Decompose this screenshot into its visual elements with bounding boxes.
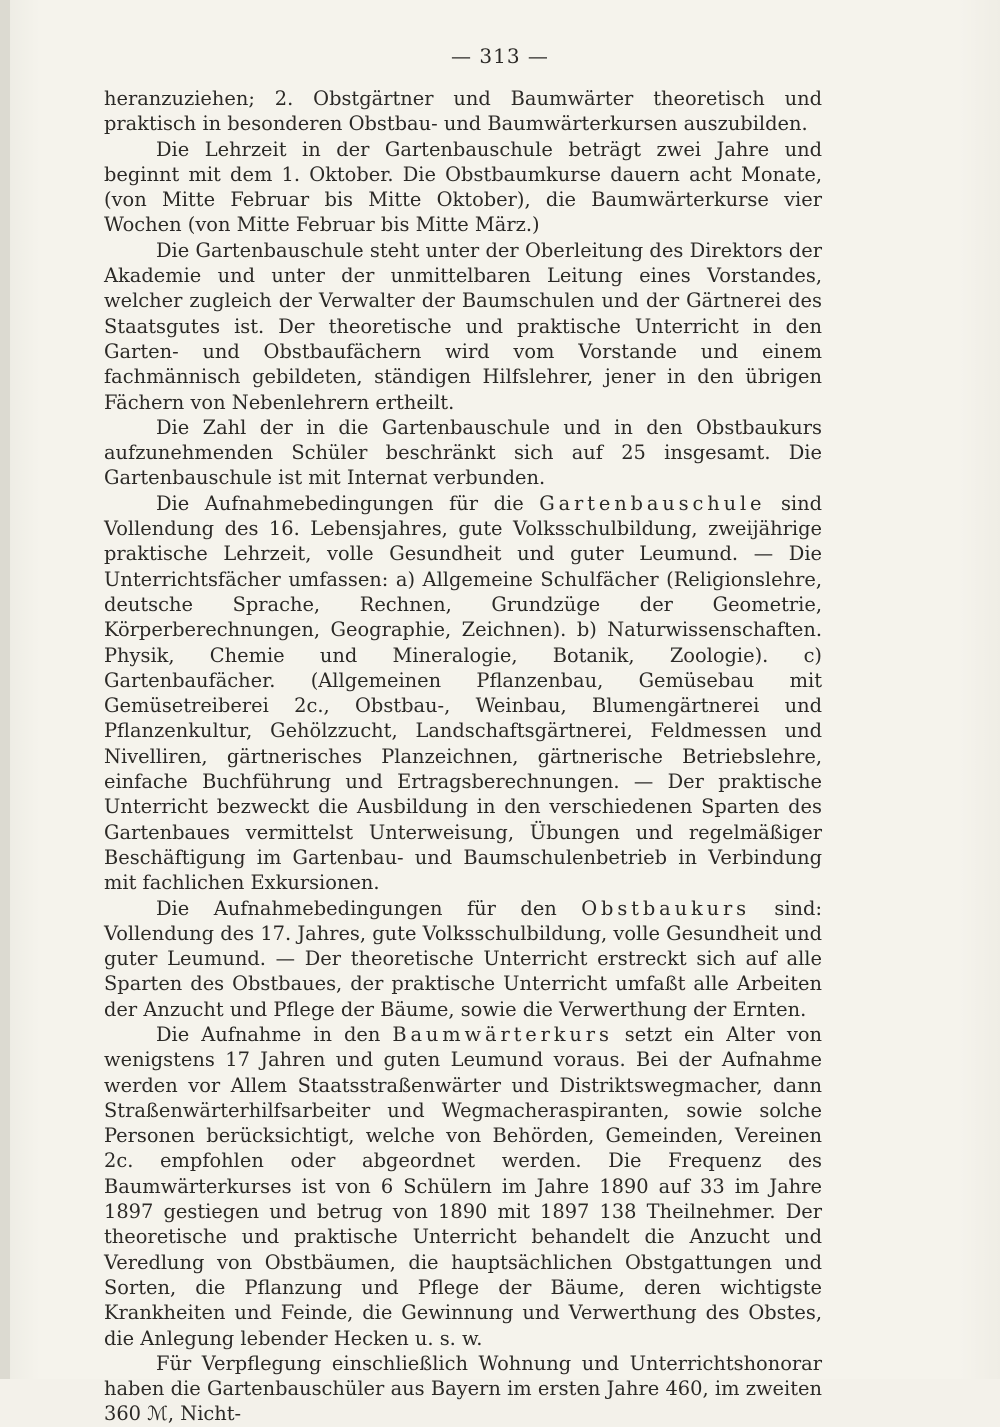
page-number: — 313 — — [451, 44, 549, 68]
paragraph-7 — [104, 1022, 822, 1351]
page-spine-shadow — [0, 0, 10, 1379]
paragraph-text: Für Verpflegung einschließlich Wohnung und Unterrichtshonorar haben die Gartenbauschüler aus Bayern im ersten Jahre 460, im zweiten 360 ℳ, Nicht- — [104, 1351, 822, 1426]
paragraph-text: Die Lehrzeit in der Gartenbauschule beträgt zwei Jahre und beginnt mit dem 1. Oktober. Die Obstbaumkurse dauern acht Monate, (von Mitte Februar bis Mitte Oktober), die Baumwärterkurse vier Wochen (von Mitte Februar bis Mitte März.) — [104, 137, 822, 237]
body-text — [104, 86, 822, 1427]
paragraph-4 — [104, 415, 822, 491]
paragraph-text: setzt ein Alter von wenigstens 17 Jahren und guten Leumund voraus. Bei der Aufnahme werden vor Allem Staatsstraßenwärter und Distriktswegmacher, dann Straßenwärterhilfsarbeiter und Wegmacheraspiranten, sowie solche Personen berücksichtigt, welche von Behörden, Gemeinden, Vereinen 2c. empfohlen oder abgeordnet werden. Die Frequenz des Baumwärterkurses ist von 6 Schülern im Jahre 1890 auf 33 im Jahre 1897 gestiegen und betrug von 1890 mit 1897 138 Theilnehmer. Der theoretische und praktische Unterricht behandelt die Anzucht und Veredlung von Obstbäumen, die hauptsächlichen Obstgattungen und Sorten, die Pflanzung und Pflege der Bäume, deren wichtigste Krankheiten und Feinde, die Gewinnung und Verwerthung des Obstes, die Anlegung lebender Hecken u. s. w. — [104, 1022, 823, 1350]
paragraph-text: Die Aufnahmebedingungen für den — [156, 896, 582, 920]
emphasized-term: Baumwärterkurs — [392, 1022, 613, 1046]
emphasized-term: Gartenbauschule — [539, 491, 766, 515]
paragraph-2 — [104, 137, 822, 238]
paragraph-text: Die Aufnahme in den — [156, 1022, 393, 1046]
paragraph-8 — [104, 1351, 822, 1427]
paragraph-1 — [104, 86, 822, 137]
emphasized-term: Obstbaukurs — [581, 896, 750, 920]
paragraph-3 — [104, 238, 822, 415]
paragraph-6 — [104, 896, 822, 1022]
paragraph-text: sind Vollendung des 16. Lebensjahres, gute Volksschulbildung, zweijährige praktische Lehrzeit, volle Gesundheit und guter Leumund. — Die Unterrichtsfächer umfassen: a) Allgemeine Schulfächer (Religionslehre, deutsche Sprache, Rechnen, Grundzüge der Geometrie, Körperberechnungen, Geographie, Zeichnen). b) Naturwissenschaften. Physik, Chemie und Mineralogie, Botanik, Zoologie). c) Gartenbaufächer. (Allgemeinen Pflanzenbau, Gemüsebau mit Gemüsetreiberei 2c., Obstbau-, Weinbau, Blumengärtnerei und Pflanzenkultur, Gehölzzucht, Landschaftsgärtnerei, Feldmessen und Nivelliren, gärtnerisches Planzeichnen, gärtnerische Betriebslehre, einfache Buchführung und Ertragsberechnungen. — Der praktische Unterricht bezweckt die Ausbildung in den verschiedenen Sparten des Gartenbaues vermittelst Unterweisung, Übungen und regelmäßiger Beschäftigung im Gartenbau- und Baumschulenbetrieb in Verbindung mit fachlichen Exkursionen. — [104, 491, 822, 895]
paragraph-text: heranzuziehen; 2. Obstgärtner und Baumwärter theoretisch und praktisch in besonderen Obstbau- und Baumwärterkursen auszubilden. — [104, 87, 822, 136]
paragraph-text: sind: Vollendung des 17. Jahres, gute Volksschulbildung, volle Gesundheit und guter Leumund. — Der theoretische Unterricht erstreckt sich auf alle Sparten des Obstbaues, der praktische Unterricht umfaßt alle Arbeiten der Anzucht und Pflege der Bäume, sowie die Verwerthung der Ernten. — [104, 896, 822, 1021]
paragraph-text: Die Zahl der in die Gartenbauschule und in den Obstbaukurs aufzunehmenden Schüler beschränkt sich auf 25 insgesamt. Die Gartenbauschule ist mit Internat verbunden. — [104, 415, 822, 490]
paragraph-text: Die Aufnahmebedingungen für die — [156, 491, 540, 515]
paragraph-text: Die Gartenbauschule steht unter der Oberleitung des Direktors der Akademie und unter der unmittelbaren Leitung eines Vorstandes, welcher zugleich der Verwalter der Baumschulen und der Gärtnerei des Staatsgutes ist. Der theoretische und praktische Unterricht in den Garten- und Obstbaufächern wird vom Vorstande und einem fachmännisch gebildeten, ständigen Hilfslehrer, jener in den übrigen Fächern von Nebenlehrern ertheilt. — [104, 238, 822, 414]
paragraph-5 — [104, 491, 822, 896]
